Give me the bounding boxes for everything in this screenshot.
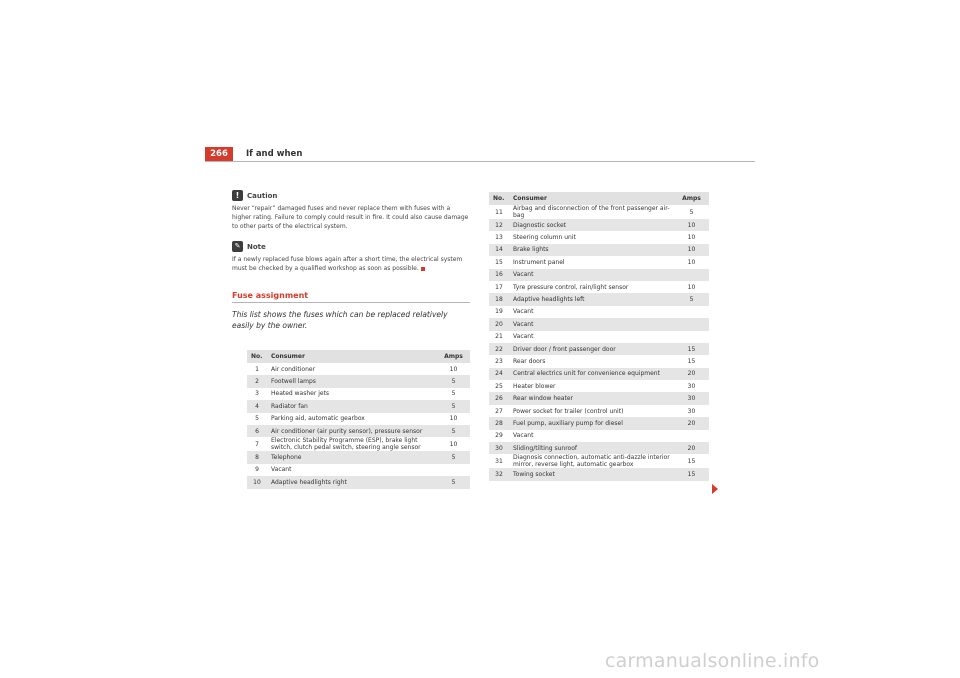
table-row [489, 281, 709, 293]
fuse-amps: 15 [687, 457, 696, 465]
fuse-number: 31 [495, 457, 503, 465]
table-row [489, 430, 709, 442]
fuse-consumer: Parking aid, automatic gearbox [271, 415, 365, 423]
section-title: Fuse assignment [232, 291, 470, 303]
fuse-consumer: Rear window heater [509, 392, 674, 404]
table-row [247, 425, 470, 437]
fuse-consumer: Radiator fan [267, 400, 437, 412]
section-intro: This list shows the fuses which can be replaced relatively easily by the owner. [232, 310, 448, 330]
column-header-no: No. [489, 192, 509, 205]
table-row [489, 331, 709, 343]
fuse-amps: 5 [437, 425, 470, 437]
fuse-consumer: Vacant [509, 318, 674, 330]
fuse-consumer: Adaptive headlights right [267, 476, 437, 488]
fuse-number: 19 [495, 308, 503, 316]
fuse-number: 21 [495, 333, 503, 341]
fuse-amps: 10 [687, 283, 696, 291]
fuse-amps [674, 306, 709, 318]
fuse-consumer: Electronic Stability Programme (ESP), brake light switch, clutch pedal switch, steering angle sensor [271, 437, 421, 452]
table-row [247, 464, 470, 476]
fuse-number: 28 [489, 417, 509, 429]
table-row [247, 413, 470, 425]
table-row [489, 293, 709, 305]
table-row [489, 355, 709, 367]
fuse-number: 20 [489, 318, 509, 330]
fuse-amps: 15 [674, 343, 709, 355]
fuse-consumer: Vacant [271, 466, 292, 474]
fuse-amps [674, 430, 709, 442]
page-header-title: If and when [246, 149, 303, 159]
fuse-amps: 15 [687, 357, 696, 365]
table-row [247, 437, 470, 451]
fuse-consumer: Vacant [513, 432, 534, 440]
fuse-number: 26 [489, 392, 509, 404]
table-row [489, 231, 709, 243]
fuse-consumer: Airbag and disconnection of the front passenger air-bag [513, 205, 670, 219]
column-header-consumer: Consumer [267, 350, 437, 363]
fuse-number: 32 [489, 468, 509, 480]
fuse-amps: 15 [674, 468, 709, 480]
fuse-consumer: Vacant [509, 269, 674, 281]
fuse-number: 9 [255, 466, 259, 474]
fuse-table-right [489, 192, 709, 481]
fuse-number: 27 [495, 407, 503, 415]
note-block [232, 241, 470, 273]
fuse-consumer: Central electrics unit for convenience equipment [509, 368, 674, 380]
fuse-consumer: Vacant [513, 333, 534, 341]
fuse-table-left [247, 350, 470, 489]
fuse-consumer: Tyre pressure control, rain/light sensor [513, 283, 629, 291]
fuse-number: 5 [255, 415, 259, 423]
column-header-no: No. [247, 350, 267, 363]
fuse-consumer: Adaptive headlights left [509, 293, 674, 305]
table-row [489, 244, 709, 256]
fuse-amps: 10 [449, 365, 458, 373]
fuse-consumer: Driver door / front passenger door [509, 343, 674, 355]
fuse-consumer: Heated washer jets [271, 390, 330, 398]
fuse-amps: 30 [687, 382, 696, 390]
watermark: carmanualsonline.info [605, 650, 820, 672]
table-row [247, 363, 470, 375]
fuse-number: 10 [247, 476, 267, 488]
column-header-amps: Amps [674, 192, 709, 205]
fuse-consumer: Vacant [513, 308, 534, 316]
fuse-consumer: Rear doors [513, 357, 546, 365]
exclamation-icon: ! [232, 190, 243, 201]
fuse-number: 13 [495, 234, 503, 242]
table-row [489, 318, 709, 330]
table-row [247, 400, 470, 412]
table-row [247, 451, 470, 463]
table-row [489, 442, 709, 454]
table-row [489, 417, 709, 429]
table-row [489, 380, 709, 392]
table-row [489, 343, 709, 355]
fuse-amps: 10 [449, 415, 458, 423]
fuse-number: 1 [255, 365, 259, 373]
fuse-consumer: Diagnostic socket [509, 219, 674, 231]
caution-block [232, 190, 470, 231]
table-row [247, 375, 470, 387]
note-icon: ✎ [232, 241, 243, 252]
end-mark-icon [421, 267, 425, 271]
fuse-amps: 10 [449, 440, 458, 448]
column-header-amps: Amps [437, 350, 470, 363]
table-row [489, 454, 709, 468]
table-row [489, 219, 709, 231]
fuse-amps: 10 [687, 258, 696, 266]
fuse-amps: 20 [674, 368, 709, 380]
fuse-consumer: Air conditioner (air purity sensor), pressure sensor [267, 425, 437, 437]
fuse-consumer: Heater blower [513, 382, 556, 390]
fuse-amps: 5 [437, 375, 470, 387]
fuse-number: 17 [495, 283, 503, 291]
note-text: If a newly replaced fuse blows again after a short time, the electrical system must be checked by a qualified workshop as soon as possible. [232, 256, 463, 272]
fuse-amps [674, 331, 709, 343]
table-row [489, 256, 709, 268]
fuse-amps: 5 [451, 390, 456, 398]
fuse-consumer: Instrument panel [513, 258, 565, 266]
fuse-number: 11 [495, 208, 503, 216]
fuse-number: 23 [495, 357, 503, 365]
fuse-number: 24 [489, 368, 509, 380]
fuse-amps: 10 [687, 234, 696, 242]
next-page-arrow-icon[interactable] [712, 484, 718, 494]
fuse-number: 8 [247, 451, 267, 463]
fuse-number: 3 [255, 390, 259, 398]
fuse-consumer: Footwell lamps [267, 375, 437, 387]
table-row [489, 392, 709, 404]
fuse-number: 4 [247, 400, 267, 412]
caution-title: Caution [247, 191, 278, 200]
fuse-amps: 20 [674, 442, 709, 454]
fuse-number: 12 [489, 219, 509, 231]
fuse-amps: 5 [674, 293, 709, 305]
fuse-amps: 30 [687, 407, 696, 415]
fuse-amps: 20 [674, 417, 709, 429]
fuse-number: 6 [247, 425, 267, 437]
fuse-consumer: Towing socket [509, 468, 674, 480]
note-title: Note [247, 242, 266, 251]
fuse-amps: 5 [437, 451, 470, 463]
fuse-consumer: Air conditioner [271, 365, 316, 373]
page-number: 266 [205, 147, 233, 161]
table-row [247, 476, 470, 488]
fuse-consumer: Steering column unit [513, 234, 576, 242]
fuse-number: 2 [247, 375, 267, 387]
fuse-amps: 5 [437, 476, 470, 488]
fuse-number: 7 [255, 440, 259, 448]
fuse-number: 25 [495, 382, 503, 390]
page-header [205, 147, 755, 162]
fuse-amps: 10 [674, 219, 709, 231]
table-row [489, 269, 709, 281]
column-header-consumer: Consumer [509, 192, 674, 205]
fuse-amps [674, 318, 709, 330]
fuse-amps: 5 [437, 400, 470, 412]
fuse-number: 22 [489, 343, 509, 355]
fuse-number: 29 [495, 432, 503, 440]
table-row [489, 306, 709, 318]
fuse-consumer: Brake lights [509, 244, 674, 256]
fuse-number: 30 [489, 442, 509, 454]
fuse-amps: 5 [689, 208, 694, 216]
table-row [247, 388, 470, 400]
fuse-number: 15 [495, 258, 503, 266]
caution-text: Never “repair” damaged fuses and never replace them with fuses with a higher rating. Failure to comply could result in fire. It could also cause damage to other parts of the electrical system. [232, 205, 469, 230]
fuse-consumer: Diagnosis connection, automatic anti-dazzle interior mirror, reverse light, automatic gearbox [513, 454, 670, 469]
table-row [489, 405, 709, 417]
fuse-consumer: Telephone [267, 451, 437, 463]
fuse-amps [674, 269, 709, 281]
fuse-consumer: Fuel pump, auxiliary pump for diesel [509, 417, 674, 429]
fuse-number: 14 [489, 244, 509, 256]
table-row [489, 468, 709, 480]
table-row [489, 368, 709, 380]
fuse-number: 18 [489, 293, 509, 305]
fuse-number: 16 [489, 269, 509, 281]
fuse-amps: 10 [674, 244, 709, 256]
table-row [489, 205, 709, 219]
fuse-amps: 30 [674, 392, 709, 404]
fuse-consumer: Sliding/tilting sunroof [509, 442, 674, 454]
fuse-consumer: Power socket for trailer (control unit) [513, 407, 624, 415]
left-column [232, 190, 470, 331]
fuse-amps [437, 464, 470, 476]
